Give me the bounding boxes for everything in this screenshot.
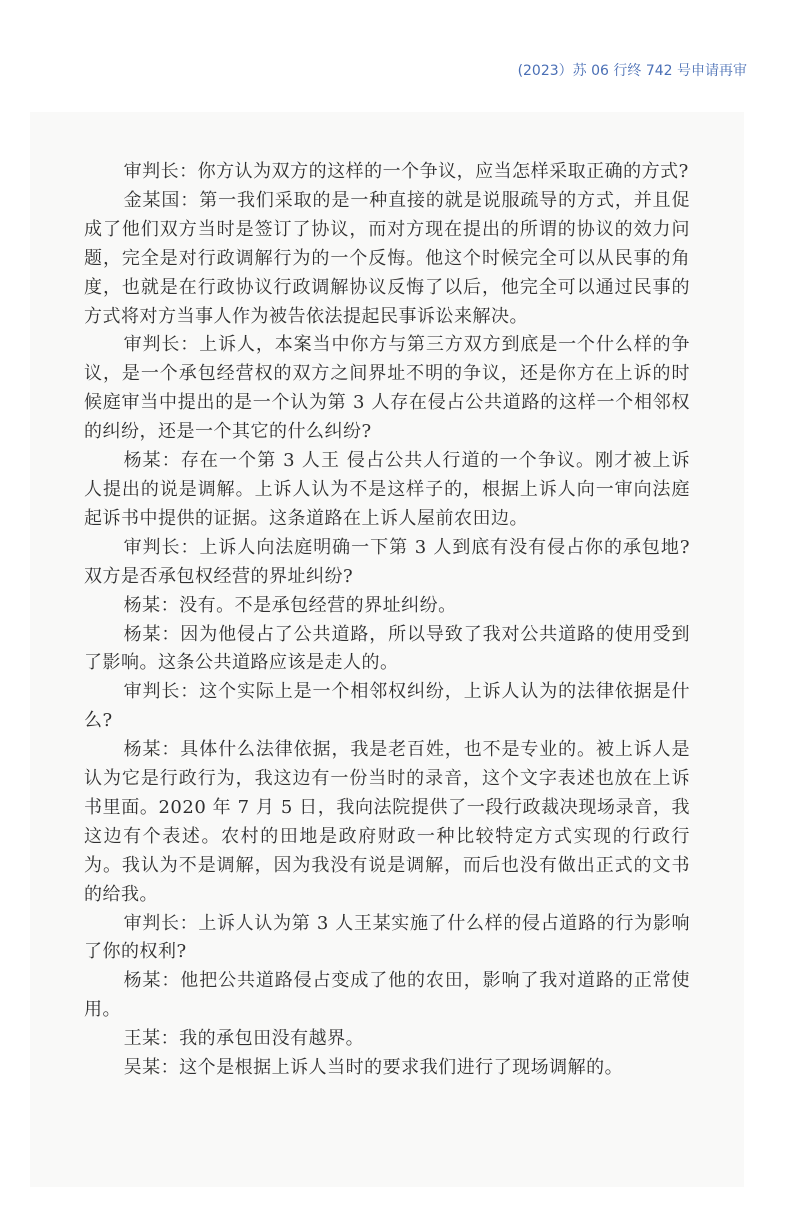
utterance: 上诉人认为第 3 人王某实施了什么样的侵占道路的行为影响了你的权利?	[84, 912, 691, 963]
transcript-line: 审判长：这个实际上是一个相邻权纠纷，上诉人认为的法律依据是什么?	[84, 681, 691, 732]
transcript-line: 金某国：第一我们采取的是一种直接的就是说服疏导的方式，并且促成了他们双方当时是签订了协议，而对方现在提出的所谓的协议的效力问题，完全是对行政调解行为的一个反悔。他这个时候完全可以从民事的角度，也就是在行政协议行政调解协议反悔了以后，他完全可以通过民事的方式将对方当事人作为被告依法提起民事诉讼来解决。	[84, 189, 691, 327]
speaker-name: 审判长	[123, 334, 181, 356]
speaker-name: 杨某	[123, 623, 162, 645]
speaker-name: 审判长	[123, 912, 180, 934]
hearing-transcript	[84, 158, 690, 1083]
utterance: 因为他侵占了公共道路，所以导致了我对公共道路的使用受到了影响。这条公共道路应该是走人的。	[84, 623, 691, 674]
scanned-page	[30, 112, 744, 1187]
transcript-line: 杨某：他把公共道路侵占变成了他的农田，影响了我对道路的正常使用。	[84, 970, 691, 1021]
speaker-name: 吴某	[123, 1057, 161, 1079]
utterance: 这个实际上是一个相邻权纠纷，上诉人认为的法律依据是什么?	[84, 681, 691, 732]
speaker-name: 杨某	[123, 970, 162, 992]
utterance: 上诉人向法庭明确一下第 3 人到底有没有侵占你的承包地? 双方是否承包权经营的界址纠纷?	[84, 536, 691, 587]
transcript-line: 审判长：上诉人，本案当中你方与第三方双方到底是一个什么样的争议，是一个承包经营权的双方之间界址不明的争议，还是你方在上诉的时候庭审当中提出的是一个认为第 3 人存在侵占公共道路的这样一个相邻权的纠纷，还是一个其它的什么纠纷?	[84, 334, 691, 443]
transcript-line: 审判长：上诉人向法庭明确一下第 3 人到底有没有侵占你的承包地? 双方是否承包权经营的界址纠纷?	[84, 536, 691, 587]
utterance: 我的承包田没有越界。	[179, 1028, 365, 1050]
utterance: 上诉人，本案当中你方与第三方双方到底是一个什么样的争议，是一个承包经营权的双方之间界址不明的争议，还是你方在上诉的时候庭审当中提出的是一个认为第 3 人存在侵占公共道路的这样一个相邻权的纠纷，还是一个其它的什么纠纷?	[84, 334, 691, 443]
transcript-line: 杨某：存在一个第 3 人王 侵占公共人行道的一个争议。刚才被上诉人提出的说是调解。上诉人认为不是这样子的，根据上诉人向一审向法庭起诉书中提供的证据。这条道路在上诉人屋前农田边。	[84, 450, 690, 529]
speaker-name: 杨某	[123, 739, 162, 761]
utterance: 存在一个第 3 人王 侵占公共人行道的一个争议。刚才被上诉人提出的说是调解。上诉人认为不是这样子的，根据上诉人向一审向法庭起诉书中提供的证据。这条道路在上诉人屋前农田边。	[84, 450, 690, 529]
utterance: 这个是根据上诉人当时的要求我们进行了现场调解的。	[179, 1057, 624, 1079]
transcript-line: 审判长：你方认为双方的这样的一个争议，应当怎样采取正确的方式?	[123, 161, 689, 182]
utterance: 具体什么法律依据，我是老百姓，也不是专业的。被上诉人是认为它是行政行为，我这边有一份当时的录音，这个文字表述也放在上诉书里面。2020 年 7 月 5 日，我向法院提供了一段行政裁决现场录音，我这边有个表述。农村的田地是政府财政一种比较特定方式实现的行政行为。我认为不是调解，因为我没有说是调解，而后也没有做出正式的文书的给我。	[84, 739, 691, 905]
speaker-name: 金某国	[123, 189, 181, 211]
transcript-line: 杨某：因为他侵占了公共道路，所以导致了我对公共道路的使用受到了影响。这条公共道路应该是走人的。	[84, 623, 691, 674]
transcript-line: 杨某：没有。不是承包经营的界址纠纷。	[123, 594, 457, 616]
utterance: 没有。不是承包经营的界址纠纷。	[179, 594, 457, 616]
speaker-name: 审判长	[123, 681, 181, 703]
speaker-name: 杨某	[123, 450, 162, 472]
utterance: 他把公共道路侵占变成了他的农田，影响了我对道路的正常使用。	[84, 970, 691, 1021]
transcript-line: 杨某：具体什么法律依据，我是老百姓，也不是专业的。被上诉人是认为它是行政行为，我这边有一份当时的录音，这个文字表述也放在上诉书里面。2020 年 7 月 5 日，我向法院提供了一段行政裁决现场录音，我这边有个表述。农村的田地是政府财政一种比较特定方式实现的行政行为。我认为不是调解，因为我没有说是调解，而后也没有做出正式的文书的给我。	[84, 739, 691, 905]
speaker-name: 审判长	[123, 161, 180, 182]
utterance: 你方认为双方的这样的一个争议，应当怎样采取正确的方式?	[197, 161, 689, 182]
transcript-line: 吴某：这个是根据上诉人当时的要求我们进行了现场调解的。	[123, 1057, 624, 1079]
transcript-line: 王某：我的承包田没有越界。	[123, 1028, 365, 1050]
speaker-name: 杨某	[123, 594, 161, 616]
case-number: (2023）苏 06 行终 742 号申请再审	[517, 63, 747, 79]
utterance: 第一我们采取的是一种直接的就是说服疏导的方式，并且促成了他们双方当时是签订了协议，而对方现在提出的所谓的协议的效力问题，完全是对行政调解行为的一个反悔。他这个时候完全可以从民事的角度，也就是在行政协议行政调解协议反悔了以后，他完全可以通过民事的方式将对方当事人作为被告依法提起民事诉讼来解决。	[84, 189, 691, 327]
speaker-name: 审判长	[123, 536, 181, 558]
speaker-name: 王某	[123, 1028, 161, 1050]
transcript-line: 审判长：上诉人认为第 3 人王某实施了什么样的侵占道路的行为影响了你的权利?	[84, 912, 691, 963]
